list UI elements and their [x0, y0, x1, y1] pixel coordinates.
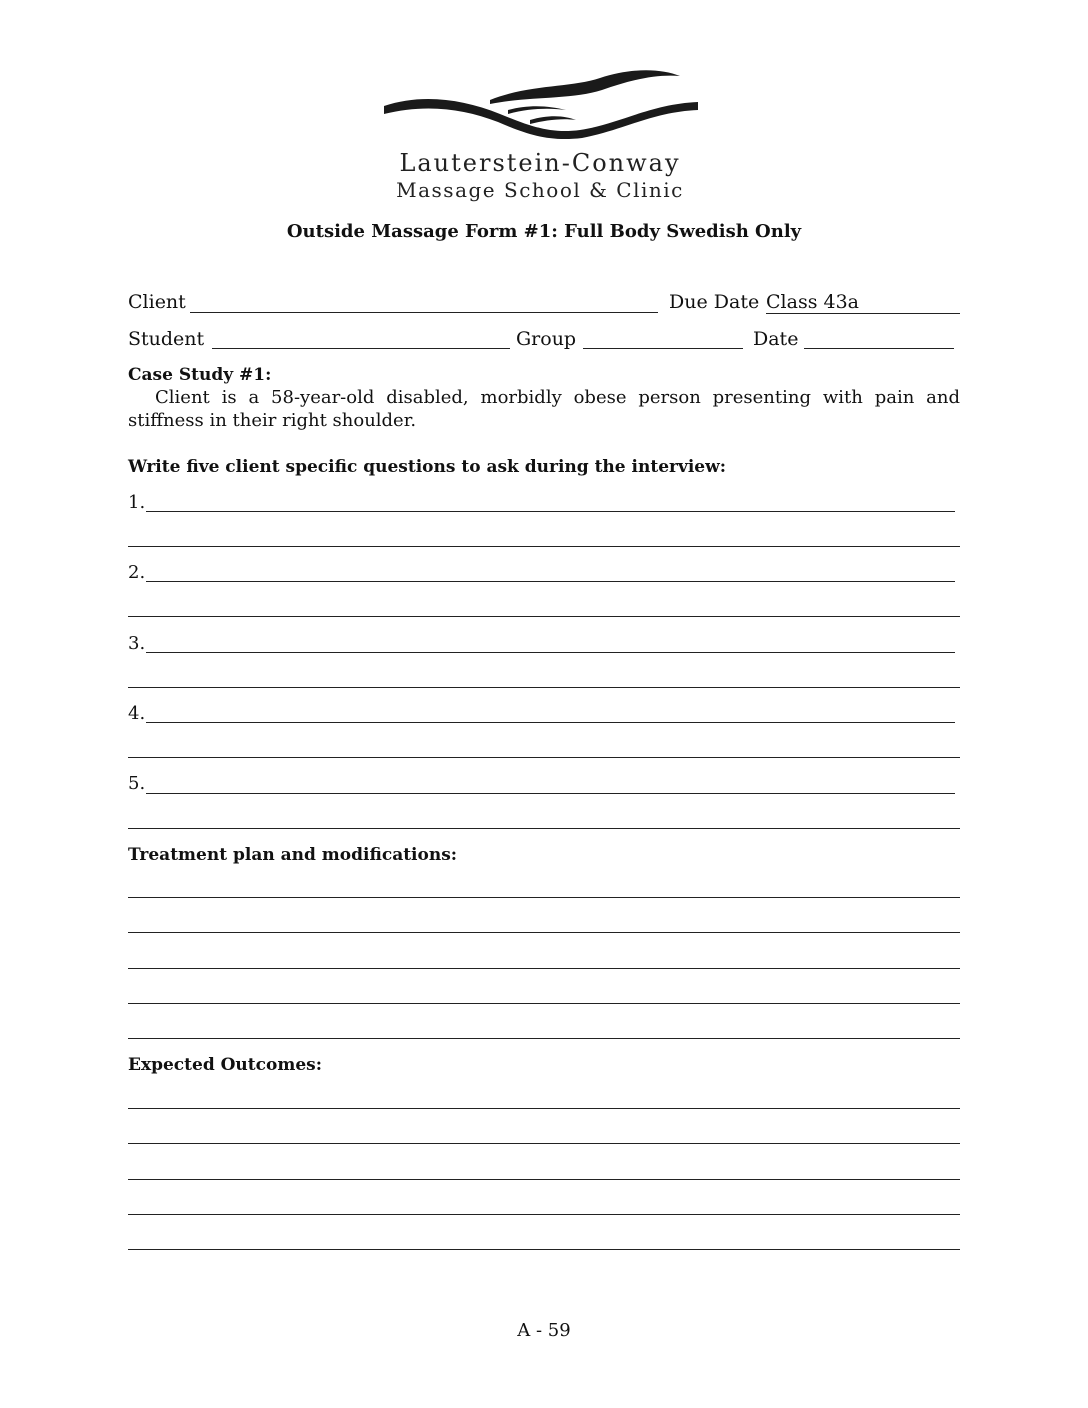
page-number: A - 59: [517, 1320, 571, 1341]
treatment-line[interactable]: [128, 968, 960, 969]
question-1-line-2[interactable]: [128, 546, 960, 547]
form-title: Outside Massage Form #1: Full Body Swedish Only: [286, 221, 802, 242]
treatment-line[interactable]: [128, 897, 960, 898]
question-5-line[interactable]: [146, 793, 955, 794]
outcomes-line[interactable]: [128, 1108, 960, 1109]
group-label: Group: [516, 328, 577, 350]
due-date-label: Due Date: [669, 291, 760, 313]
outcomes-line[interactable]: [128, 1143, 960, 1144]
logo-name: Lauterstein-Conway: [399, 149, 681, 177]
outcomes-line[interactable]: [128, 1214, 960, 1215]
treatment-line[interactable]: [128, 932, 960, 933]
outcomes-line[interactable]: [128, 1249, 960, 1250]
date-label: Date: [753, 328, 799, 350]
question-number: 5.: [128, 773, 146, 794]
date-field[interactable]: [804, 348, 954, 349]
due-date-field[interactable]: Class 43a: [766, 290, 960, 314]
question-number: 2.: [128, 562, 146, 583]
treatment-heading: Treatment plan and modifications:: [128, 845, 458, 865]
question-1-line[interactable]: [146, 511, 955, 512]
question-2-line-2[interactable]: [128, 616, 960, 617]
case-study-heading: Case Study #1:: [128, 365, 272, 385]
outcomes-heading: Expected Outcomes:: [128, 1055, 322, 1075]
student-field[interactable]: [212, 348, 510, 349]
wave-logo-icon: [380, 64, 704, 140]
student-label: Student: [128, 328, 205, 350]
question-4-line[interactable]: [146, 722, 955, 723]
client-field[interactable]: [190, 312, 658, 313]
question-number: 4.: [128, 703, 146, 724]
treatment-line[interactable]: [128, 1038, 960, 1039]
question-2-line[interactable]: [146, 581, 955, 582]
outcomes-line[interactable]: [128, 1179, 960, 1180]
question-5-line-2[interactable]: [128, 828, 960, 829]
group-field[interactable]: [583, 348, 743, 349]
case-study-text: Client is a 58-year-old disabled, morbidly obese person presenting with pain and stiffness in their right shoulder.: [128, 387, 960, 431]
question-number: 1.: [128, 492, 146, 513]
question-3-line-2[interactable]: [128, 687, 960, 688]
client-label: Client: [128, 291, 186, 313]
treatment-line[interactable]: [128, 1003, 960, 1004]
logo-subtitle: Massage School & Clinic: [396, 178, 684, 202]
questions-heading: Write five client specific questions to ask during the interview:: [128, 457, 727, 477]
question-4-line-2[interactable]: [128, 757, 960, 758]
question-number: 3.: [128, 633, 146, 654]
question-3-line[interactable]: [146, 652, 955, 653]
